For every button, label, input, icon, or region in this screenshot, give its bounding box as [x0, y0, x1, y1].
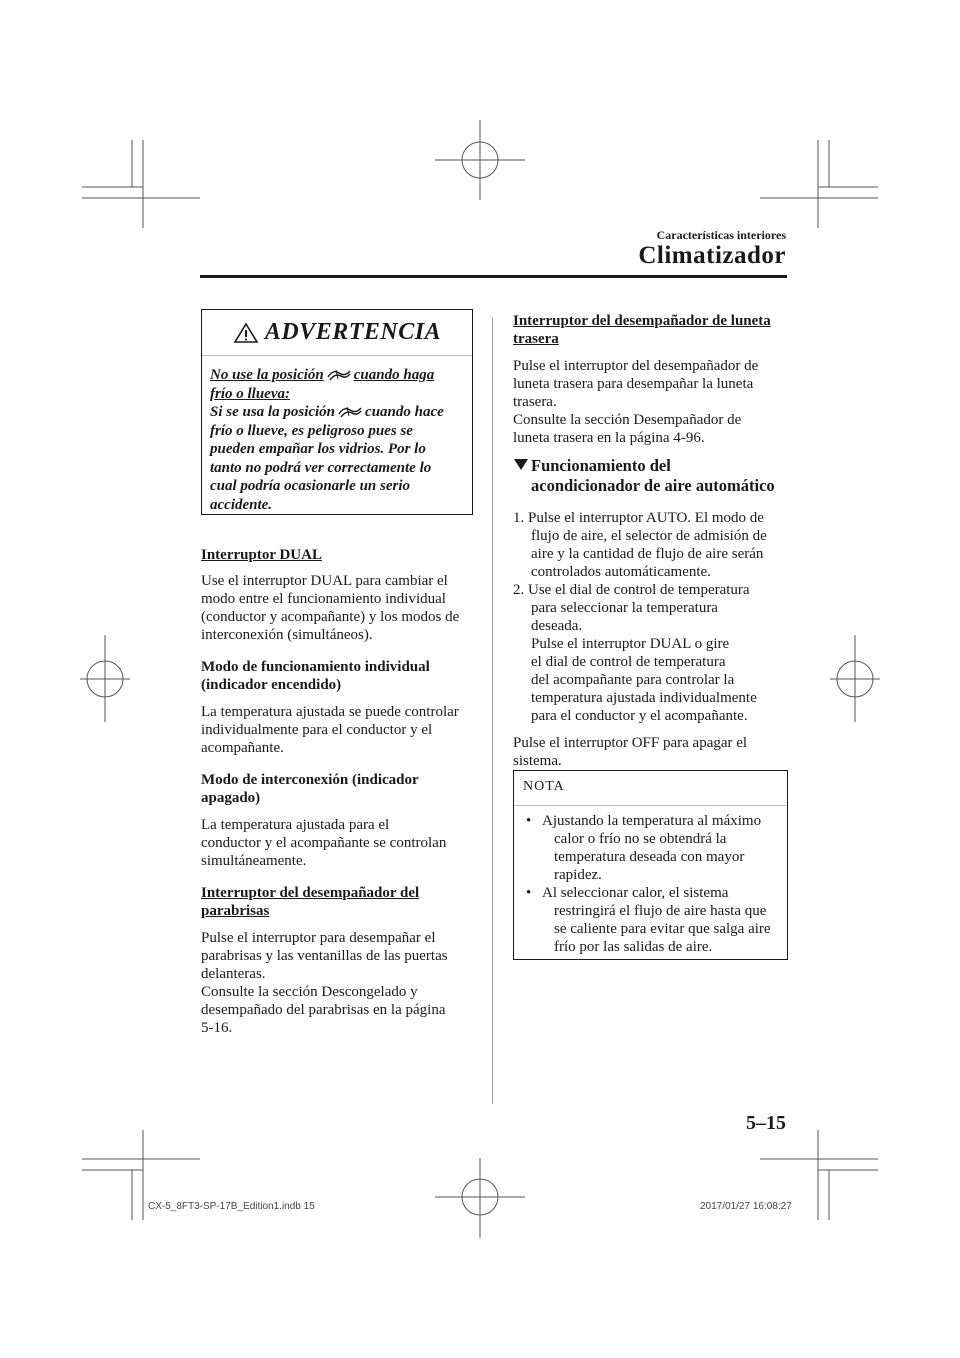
list-item [513, 509, 793, 581]
footer-date: 2017/01/27 16:08:27 [700, 1201, 792, 1212]
subsection-heading [201, 658, 481, 694]
section-heading: Interruptor DUAL [201, 547, 322, 563]
triangle-marker-icon [513, 458, 529, 471]
paragraph [201, 929, 481, 1037]
text-line: parabrisas [201, 903, 270, 919]
footer-file: CX-5_8FT3-SP-17B_Edition1.indb 15 [148, 1201, 315, 1212]
header-rule [200, 275, 787, 278]
text-line: Pulse el interruptor DUAL o gire [531, 636, 730, 652]
warning-triangle-icon [233, 322, 259, 344]
paragraph [513, 734, 793, 770]
steps-list [513, 509, 793, 770]
warning-line: frío o llueva: [210, 385, 290, 402]
bullet-icon: • [526, 885, 532, 901]
text-line: La temperatura ajustada para el [201, 817, 390, 833]
text-line: Pulse el interruptor del desempañador de [513, 358, 759, 374]
text-line: del acompañante para controlar la [531, 672, 735, 688]
text-line: (conductor y acompañante) y los modos de [201, 609, 460, 625]
text-line: deseada. [531, 618, 583, 634]
text-line: conductor y el acompañante se controlan [201, 835, 447, 851]
text-line: luneta trasera para desempañar la luneta [513, 376, 754, 392]
warning-line: cuando hace [365, 404, 444, 420]
paragraph [513, 357, 793, 447]
section-heading [513, 312, 793, 348]
warning-title: ADVERTENCIA [264, 319, 442, 345]
warning-line: No use la posición [210, 367, 324, 383]
section-label: Características interiores [656, 228, 786, 242]
text-line: Al seleccionar calor, el sistema [542, 885, 729, 901]
text-line: (indicador encendido) [201, 677, 342, 693]
defroster-mode-icon [337, 405, 363, 419]
text-line: parabrisas y las ventanillas de las puertas [201, 948, 448, 964]
text-line: Interruptor del desempañador de luneta [513, 313, 771, 329]
warning-box [201, 309, 473, 515]
text-line: apagado) [201, 790, 261, 806]
warning-text [210, 366, 470, 514]
text-line: Modo de interconexión (indicador [201, 772, 419, 788]
warning-line: Si se usa la posición [210, 404, 336, 420]
text-line: Use el interruptor DUAL para cambiar el [201, 573, 448, 589]
text-line: individualmente para el conductor y el [201, 722, 433, 738]
text-line: modo entre el funcionamiento individual [201, 591, 446, 607]
text-line: para seleccionar la temperatura [531, 600, 718, 616]
step-number: 2. [513, 582, 525, 598]
defroster-mode-icon [326, 368, 352, 382]
paragraph [201, 572, 481, 644]
list-item [526, 884, 782, 956]
text-line: se caliente para evitar que salga aire [554, 921, 771, 937]
step-number: 1. [513, 510, 525, 526]
text-line: Funcionamiento del [531, 456, 671, 475]
text-line: Modo de funcionamiento individual [201, 659, 430, 675]
note-text [526, 812, 782, 956]
warning-line: tanto no podrá ver correctamente lo [210, 459, 432, 476]
rear-defroster-section [513, 312, 793, 447]
text-line: La temperatura ajustada se puede controlar [201, 704, 459, 720]
text-line: sistema. [513, 753, 562, 769]
text-line: Consulte la sección Desempañador de [513, 412, 742, 428]
text-line: controlados automáticamente. [531, 564, 711, 580]
list-item [526, 812, 782, 884]
warning-line: accidente. [210, 496, 273, 513]
text-line: luneta trasera en la página 4-96. [513, 430, 705, 446]
warning-header [202, 310, 472, 356]
text-line: Use el dial de control de temperatura [528, 582, 750, 598]
text-line: rapidez. [554, 867, 602, 883]
text-line: Interruptor del desempañador del [201, 885, 420, 901]
warning-line: frío o llueve, es peligroso pues se [210, 422, 413, 439]
text-line: temperatura deseada con mayor [554, 849, 745, 865]
warning-line: cuando haga [353, 367, 435, 383]
list-item [513, 581, 793, 725]
text-line: el dial de control de temperatura [531, 654, 726, 670]
bullet-icon: • [526, 813, 532, 829]
section-heading [201, 884, 481, 920]
text-line: 5-16. [201, 1020, 233, 1036]
text-line: Pulse el interruptor OFF para apagar el [513, 735, 748, 751]
text-line: delanteras. [201, 966, 266, 982]
text-line: desempañado del parabrisas en la página [201, 1002, 446, 1018]
warning-line: pueden empañar los vidrios. Por lo [210, 441, 426, 457]
subsection-heading [201, 771, 481, 807]
dual-section [201, 546, 481, 1037]
text-line: calor o frío no se obtendrá la [554, 831, 727, 847]
paragraph [201, 816, 481, 870]
note-box [513, 770, 788, 960]
paragraph [201, 703, 481, 757]
text-line: acondicionador de aire automático [531, 476, 775, 495]
text-line: restringirá el flujo de aire hasta que [554, 903, 767, 919]
text-line: simultáneamente. [201, 853, 307, 869]
column-divider [492, 318, 493, 1104]
text-line: trasera [513, 331, 559, 347]
note-header [514, 771, 787, 806]
text-line: Pulse el interruptor para desempañar el [201, 930, 436, 946]
text-line: flujo de aire, el selector de admisión de [531, 528, 767, 544]
page-number: 5–15 [746, 1112, 786, 1134]
text-line: aire y la cantidad de flujo de aire serán [531, 546, 764, 562]
text-line: frío por las salidas de aire. [554, 939, 713, 955]
text-line: para el conductor y el acompañante. [531, 708, 748, 724]
warning-line: cual podría ocasionarle un serio [210, 478, 411, 494]
auto-ac-heading [513, 456, 793, 496]
text-line: Consulte la sección Descongelado y [201, 984, 418, 1000]
text-line: Pulse el interruptor AUTO. El modo de [528, 510, 764, 526]
note-title: NOTA [523, 779, 565, 794]
text-line: temperatura ajustada individualmente [531, 690, 757, 706]
text-line: interconexión (simultáneos). [201, 627, 373, 643]
page-title: Climatizador [638, 242, 786, 269]
text-line: Ajustando la temperatura al máximo [542, 813, 762, 829]
text-line: trasera. [513, 394, 557, 410]
text-line: acompañante. [201, 740, 284, 756]
